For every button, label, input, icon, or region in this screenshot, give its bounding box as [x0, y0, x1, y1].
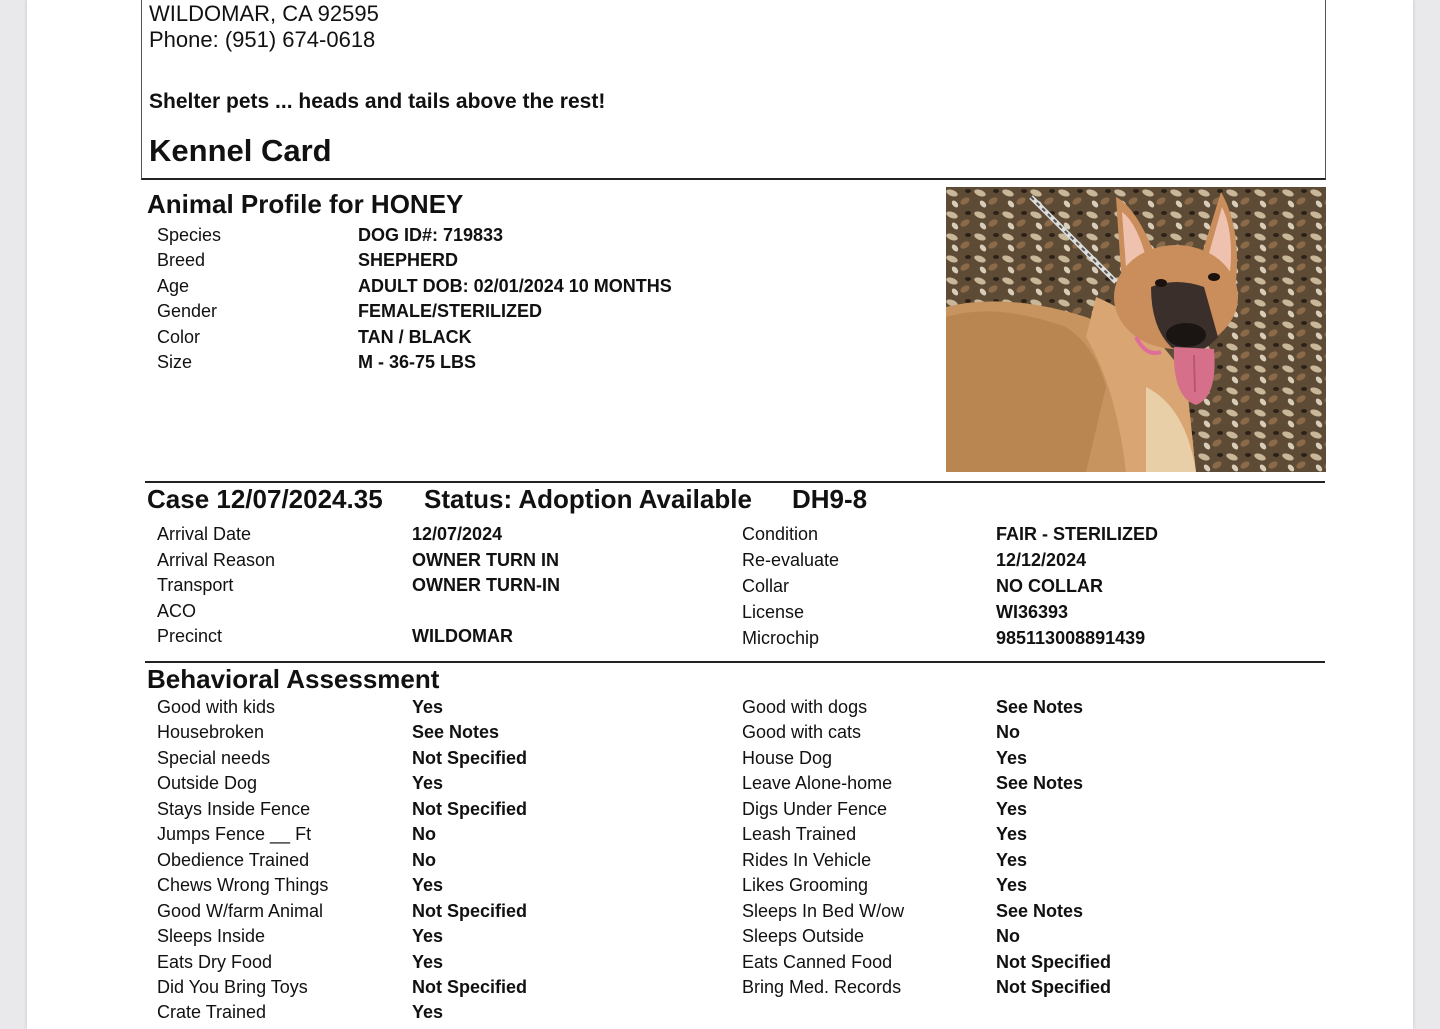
kennel-location: DH9-8: [792, 484, 868, 514]
case-field-value: 985113008891439: [996, 628, 1146, 648]
case-field-label: ACO: [157, 601, 197, 621]
behavior-field-value: Not Specified: [412, 901, 528, 921]
behavior-field-label: House Dog: [742, 748, 833, 768]
case-field-value: NO COLLAR: [996, 576, 1103, 596]
address-line: WILDOMAR, CA 92595: [149, 1, 379, 26]
profile-field-label: Breed: [157, 250, 206, 270]
behavior-field-value: Yes: [412, 773, 444, 793]
case-field-value: 12/12/2024: [996, 550, 1087, 570]
behavior-field-label: Stays Inside Fence: [157, 799, 311, 819]
behavior-field-value: Not Specified: [996, 952, 1112, 972]
behavior-field-value: Yes: [996, 824, 1028, 844]
behavior-field-value: Yes: [996, 748, 1028, 768]
card-title: Kennel Card: [149, 133, 332, 168]
behavior-field-value: Yes: [412, 926, 444, 946]
behavior-field-value: See Notes: [996, 773, 1084, 793]
behavior-field-value: Yes: [996, 875, 1028, 895]
behavior-field-label: Good with cats: [742, 722, 862, 742]
profile-field-label: Age: [157, 276, 190, 296]
behavior-field-label: Leash Trained: [742, 824, 857, 844]
behavior-field-value: Yes: [412, 697, 444, 717]
case-field-label: Collar: [742, 576, 790, 596]
behavior-field-label: Obedience Trained: [157, 850, 310, 870]
behavior-field-label: Leave Alone-home: [742, 773, 893, 793]
profile-field-label: Color: [157, 327, 201, 347]
behavior-field-label: Chews Wrong Things: [157, 875, 329, 895]
profile-field-value: FEMALE/STERILIZED: [358, 301, 542, 321]
case-title: Case 12/07/2024.35: [147, 484, 383, 514]
behavior-field-value: See Notes: [412, 722, 500, 742]
dog-photo-icon: [946, 187, 1326, 472]
behavior-field-label: Likes Grooming: [742, 875, 869, 895]
behavior-field-value: See Notes: [996, 697, 1084, 717]
behavior-field-label: Jumps Fence __ Ft: [157, 824, 312, 844]
behavior-field-label: Special needs: [157, 748, 271, 768]
profile-field-value: TAN / BLACK: [358, 327, 472, 347]
profile-field-value: M - 36-75 LBS: [358, 352, 477, 372]
case-field-value: OWNER TURN-IN: [412, 575, 560, 595]
behavior-field-value: Not Specified: [996, 977, 1112, 997]
behavior-field-label: Did You Bring Toys: [157, 977, 308, 997]
behavior-field-value: Not Specified: [412, 799, 528, 819]
behavior-field-value: See Notes: [996, 901, 1084, 921]
case-field-label: Condition: [742, 524, 819, 544]
behavior-field-value: No: [412, 850, 436, 870]
case-field-value: OWNER TURN IN: [412, 550, 559, 570]
case-status: Status: Adoption Available: [424, 484, 752, 514]
behavior-field-label: Sleeps In Bed W/ow: [742, 901, 905, 921]
behavior-field-value: Not Specified: [412, 977, 528, 997]
profile-title: Animal Profile for HONEY: [147, 189, 464, 219]
behavior-title: Behavioral Assessment: [147, 664, 440, 694]
behavior-field-value: Yes: [412, 875, 444, 895]
divider-behavior: [145, 661, 1325, 663]
behavior-field-label: Eats Dry Food: [157, 952, 273, 972]
dog-photo: [946, 187, 1326, 472]
behavior-field-label: Sleeps Outside: [742, 926, 865, 946]
behavior-field-label: Good with kids: [157, 697, 276, 717]
profile-field-value: ADULT DOB: 02/01/2024 10 MONTHS: [358, 276, 672, 296]
behavior-field-label: Rides In Vehicle: [742, 850, 872, 870]
case-field-value: FAIR - STERILIZED: [996, 524, 1158, 544]
divider-case: [145, 481, 1325, 483]
case-field-label: Precinct: [157, 626, 223, 646]
behavior-field-value: Yes: [996, 799, 1028, 819]
behavior-field-label: Outside Dog: [157, 773, 258, 793]
behavior-field-value: No: [412, 824, 436, 844]
case-field-value: 12/07/2024: [412, 524, 503, 544]
case-field-label: License: [742, 602, 805, 622]
profile-field-label: Size: [157, 352, 193, 372]
behavior-field-value: Yes: [412, 1002, 444, 1022]
profile-field-label: Species: [157, 225, 222, 245]
case-field-label: Arrival Date: [157, 524, 252, 544]
case-field-label: Microchip: [742, 628, 820, 648]
behavior-field-label: Good with dogs: [742, 697, 868, 717]
behavior-field-label: Housebroken: [157, 722, 265, 742]
case-field-value: WILDOMAR: [412, 626, 513, 646]
case-field-label: Re-evaluate: [742, 550, 840, 570]
behavior-field-value: Yes: [412, 952, 444, 972]
case-field-label: Transport: [157, 575, 234, 595]
case-field-value: WI36393: [996, 602, 1069, 622]
behavior-field-value: Not Specified: [412, 748, 528, 768]
tagline: Shelter pets ... heads and tails above the rest!: [149, 90, 606, 113]
behavior-field-label: Sleeps Inside: [157, 926, 266, 946]
behavior-field-label: Good W/farm Animal: [157, 901, 324, 921]
profile-field-value: DOG ID#: 719833: [358, 225, 504, 245]
behavior-field-value: Yes: [996, 850, 1028, 870]
phone-line: Phone: (951) 674-0618: [149, 27, 376, 52]
behavior-field-value: No: [996, 722, 1020, 742]
profile-field-label: Gender: [157, 301, 218, 321]
behavior-field-label: Digs Under Fence: [742, 799, 888, 819]
case-field-label: Arrival Reason: [157, 550, 276, 570]
behavior-field-label: Bring Med. Records: [742, 977, 902, 997]
behavior-field-label: Eats Canned Food: [742, 952, 893, 972]
behavior-field-label: Crate Trained: [157, 1002, 267, 1022]
behavior-field-value: No: [996, 926, 1020, 946]
profile-field-value: SHEPHERD: [358, 250, 459, 270]
